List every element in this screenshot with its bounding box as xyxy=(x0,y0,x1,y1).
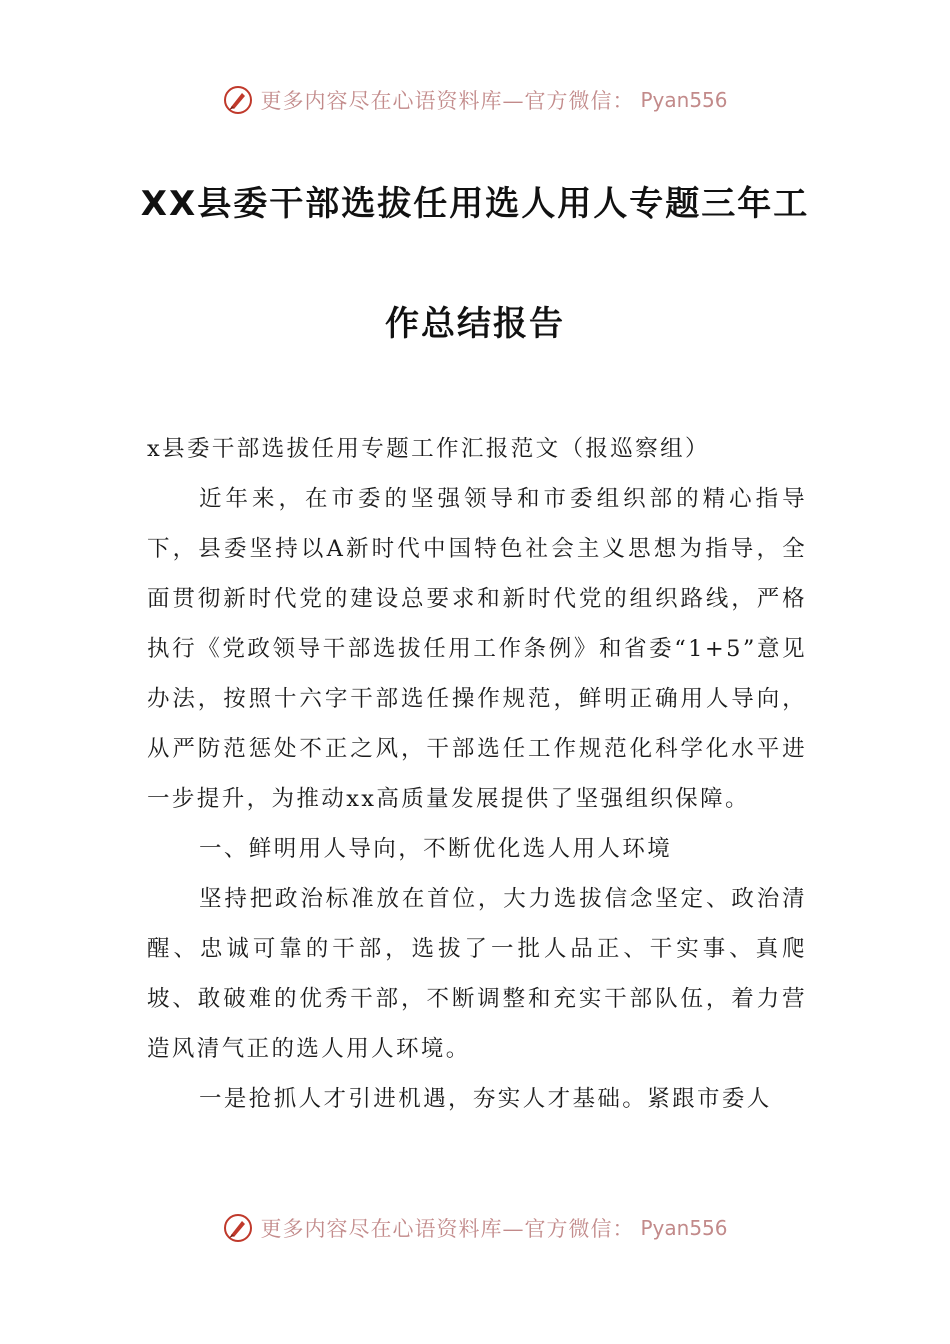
pen-logo-icon xyxy=(222,1212,254,1244)
intro-paragraph: 近年来，在市委的坚强领导和市委组织部的精心指导下，县委坚持以A新时代中国特色社会主义思想为指导，全面贯彻新时代党的建设总要求和新时代党的组织路线，严格执行《党政领导干部选拔任用工作条例》和省委“1+5”意见办法，按照十六字干部选任操作规范，鲜明正确用人导向，从严防范惩处不正之风，干部选任工作规范化科学化水平进一步提升，为推动xx高质量发展提供了坚强组织保障。 xyxy=(147,486,807,812)
section-heading: 一、鲜明用人导向，不断优化选人用人环境 xyxy=(199,836,673,862)
footer-watermark xyxy=(0,1212,950,1244)
document-title-line-2: 作总结报告 xyxy=(385,304,565,344)
watermark-text: 更多内容尽在心语资料库—官方微信： xyxy=(260,89,635,113)
document-body xyxy=(147,424,807,1124)
subtitle-paragraph: x县委干部选拔任用专题工作汇报范文（报巡察组） xyxy=(147,436,710,462)
pen-logo-icon xyxy=(222,84,254,116)
watermark-wechat-id: Pyan556 xyxy=(640,88,728,112)
watermark-wechat-id: Pyan556 xyxy=(640,1216,728,1240)
header-watermark xyxy=(0,84,950,116)
point-paragraph: 一是抢抓人才引进机遇，夯实人才基础。紧跟市委人 xyxy=(199,1086,772,1112)
watermark-text: 更多内容尽在心语资料库—官方微信： xyxy=(260,1217,635,1241)
document-title-line-1: XX县委干部选拔任用选人用人专题三年工 xyxy=(140,184,810,224)
section-paragraph: 坚持把政治标准放在首位，大力选拔信念坚定、政治清醒、忠诚可靠的干部，选拔了一批人品正、干实事、真爬坡、敢破难的优秀干部，不断调整和充实干部队伍，着力营造风清气正的选人用人环境。 xyxy=(147,886,807,1062)
